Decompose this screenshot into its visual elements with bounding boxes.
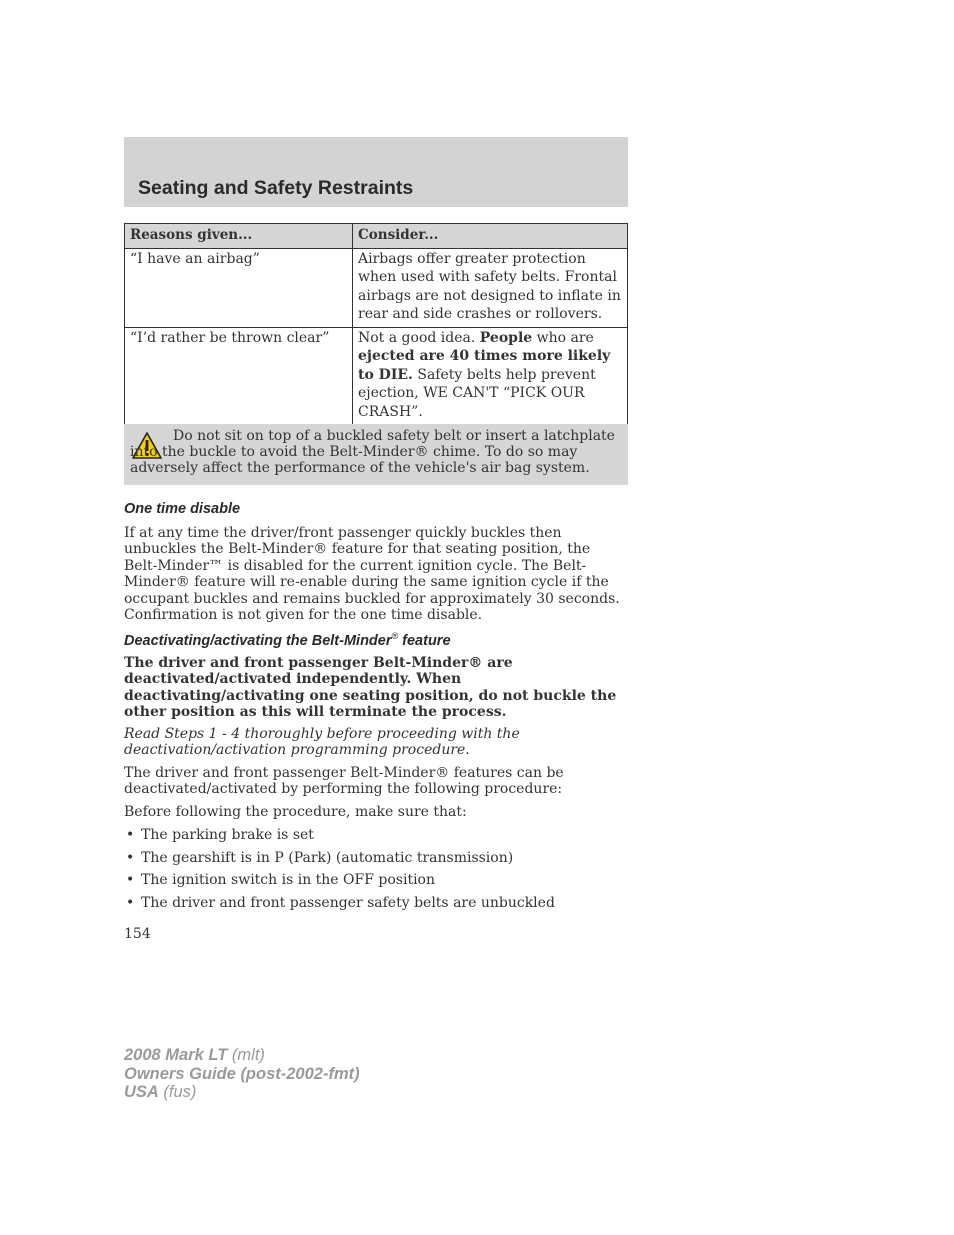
consider-text: Safety belts help prevent ejection, WE CAN'T “PICK OUR CRASH”. [358,366,596,420]
document-footer [124,1046,360,1102]
section-title: Seating and Safety Restraints [138,177,414,199]
procedure-intro-paragraph: The driver and front passenger Belt-Minder® features can be deactivated/activated by performing the following procedure: [124,765,564,798]
footer-text: USA [124,1083,159,1101]
consider-cell: Airbags offer greater protection when used with safety belts. Frontal airbags are not designed to inflate in rear and side crashes or rollovers. [353,248,628,327]
registered-mark: ® [391,631,399,641]
table-row [125,327,628,425]
list-item [124,827,628,850]
bullet: • [126,849,135,866]
bullet: • [126,872,135,888]
section-heading-one-time-disable: One time disable [124,501,241,517]
list-item [124,872,628,895]
list-item-text: The gearshift is in P (Park) (automatic transmission) [141,849,514,866]
table-row [125,248,628,327]
column-header-reasons: Reasons given... [125,224,353,249]
consider-text: who are [532,329,594,346]
reason-cell: “I’d rather be thrown clear” [125,327,353,425]
precondition-paragraph: Before following the procedure, make sure that: [124,804,467,820]
footer-code: (mlt) [227,1046,265,1064]
bullet: • [126,827,135,843]
footer-line [124,1083,360,1102]
consider-bold-text: ejected are 40 times more likely to DIE. [358,348,611,383]
reasons-table [124,223,628,425]
list-item [124,850,628,873]
list-item-text: The driver and front passenger safety belts are unbuckled [141,894,555,911]
precondition-list [124,827,628,917]
warning-box [124,424,628,485]
bullet: • [126,894,135,911]
footer-line [124,1046,360,1065]
consider-text: Not a good idea. [358,329,480,346]
reason-cell: “I have an airbag” [125,248,353,327]
warning-bold-paragraph: The driver and front passenger Belt-Minder® are deactivated/activated independently. When deactivating/activating one seating position, do not buckle the other position as this will terminate the process. [124,655,617,721]
section-heading-deactivating [124,631,628,649]
footer-line: Owners Guide (post-2002-fmt) [124,1064,360,1083]
heading-text: feature [398,632,451,649]
section-header-band [124,137,628,207]
consider-cell [353,327,628,425]
list-item-text: The ignition switch is in the OFF position [141,872,435,888]
consider-bold-text: People [479,329,533,346]
warning-text: Do not sit on top of a buckled safety belt or insert a latchplate into the buckle to avoid the Belt-Minder® chime. To do so may adversely affect the performance of the vehicle's air bag system. [130,428,615,476]
list-item-text: The parking brake is set [141,827,314,843]
list-item [124,895,628,918]
footer-code: (fus) [158,1083,197,1101]
instruction-italic-paragraph: Read Steps 1 - 4 thoroughly before proceeding with the deactivation/activation programming procedure. [124,726,520,759]
table-header-row [125,224,628,249]
page-number: 154 [124,926,151,942]
footer-text: 2008 Mark LT [124,1046,228,1064]
heading-text: Deactivating/activating the Belt-Minder [124,632,392,649]
column-header-consider: Consider... [353,224,628,249]
one-time-disable-paragraph: If at any time the driver/front passenger quickly buckles then unbuckles the Belt-Minder® feature for that seating position, the Belt-Minder™ is disabled for the current ignition cycle. The Belt-Minder® feature will re-enable during the same ignition cycle if the occupant buckles and remains buckled for approximately 30 seconds. Confirmation is not given for the one time disable. [124,525,620,624]
